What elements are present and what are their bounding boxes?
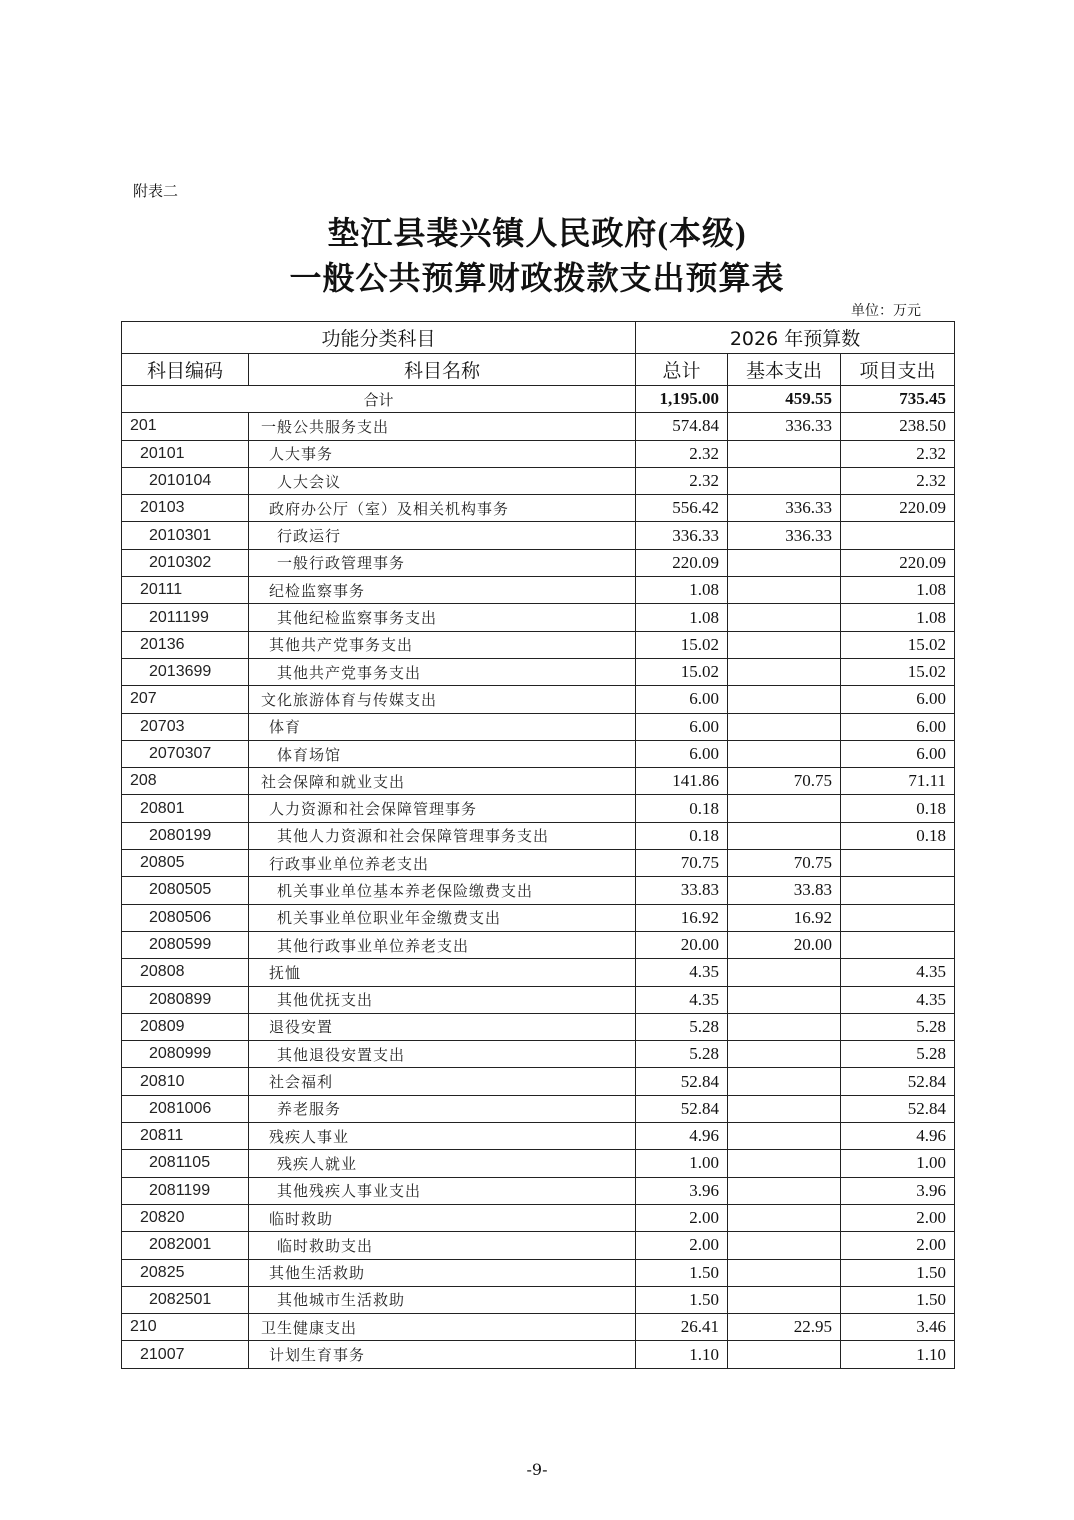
row-project: 3.46: [841, 1314, 955, 1341]
row-code: 2080599: [122, 931, 249, 958]
table-row: [122, 549, 955, 576]
row-code: 2082001: [122, 1232, 249, 1259]
row-name: 体育场馆: [249, 740, 636, 767]
row-basic: [728, 1232, 841, 1259]
row-code: 201: [122, 413, 249, 440]
row-code: 20808: [122, 959, 249, 986]
row-name: 行政事业单位养老支出: [249, 850, 636, 877]
row-name: 政府办公厅（室）及相关机构事务: [249, 495, 636, 522]
table-row: [122, 959, 955, 986]
budget-table: [121, 321, 955, 1369]
row-code: 2080899: [122, 986, 249, 1013]
row-name: 人大会议: [249, 467, 636, 494]
row-project: 3.96: [841, 1177, 955, 1204]
row-basic: [728, 795, 841, 822]
row-total: 2.32: [636, 467, 728, 494]
row-project: [841, 904, 955, 931]
row-basic: [728, 1095, 841, 1122]
row-name: 其他纪检监察事务支出: [249, 604, 636, 631]
total-label: 合计: [122, 386, 636, 413]
row-code: 20801: [122, 795, 249, 822]
row-project: 220.09: [841, 549, 955, 576]
row-total: 16.92: [636, 904, 728, 931]
row-name: 行政运行: [249, 522, 636, 549]
table-row: [122, 795, 955, 822]
row-project: 2.00: [841, 1204, 955, 1231]
row-basic: [728, 1041, 841, 1068]
row-total: 220.09: [636, 549, 728, 576]
row-code: 210: [122, 1314, 249, 1341]
table-row: [122, 768, 955, 795]
row-name: 残疾人事业: [249, 1123, 636, 1150]
total-basic: 459.55: [728, 386, 841, 413]
row-total: 4.35: [636, 959, 728, 986]
row-total: 1.50: [636, 1286, 728, 1313]
table-row: [122, 440, 955, 467]
row-project: 1.50: [841, 1259, 955, 1286]
row-code: 2081006: [122, 1095, 249, 1122]
row-total: 70.75: [636, 850, 728, 877]
header-name: 科目名称: [249, 354, 636, 386]
row-name: 养老服务: [249, 1095, 636, 1122]
row-project: 220.09: [841, 495, 955, 522]
row-project: [841, 877, 955, 904]
row-basic: [728, 1068, 841, 1095]
row-code: 20111: [122, 577, 249, 604]
row-basic: [728, 440, 841, 467]
row-code: 2070307: [122, 740, 249, 767]
row-name: 文化旅游体育与传媒支出: [249, 686, 636, 713]
row-total: 3.96: [636, 1177, 728, 1204]
row-code: 20820: [122, 1204, 249, 1231]
row-code: 2080999: [122, 1041, 249, 1068]
table-row: [122, 1259, 955, 1286]
row-total: 15.02: [636, 631, 728, 658]
table-row: [122, 1204, 955, 1231]
row-code: 2081199: [122, 1177, 249, 1204]
row-total: 6.00: [636, 740, 728, 767]
header-project: 项目支出: [841, 354, 955, 386]
header-basic: 基本支出: [728, 354, 841, 386]
row-total: 5.28: [636, 1013, 728, 1040]
row-basic: [728, 658, 841, 685]
row-name: 纪检监察事务: [249, 577, 636, 604]
row-code: 2081105: [122, 1150, 249, 1177]
row-project: 52.84: [841, 1068, 955, 1095]
row-project: 0.18: [841, 822, 955, 849]
row-code: 20805: [122, 850, 249, 877]
row-basic: [728, 577, 841, 604]
row-project: [841, 522, 955, 549]
row-basic: [728, 467, 841, 494]
row-project: 6.00: [841, 740, 955, 767]
row-name: 机关事业单位职业年金缴费支出: [249, 904, 636, 931]
row-total: 574.84: [636, 413, 728, 440]
row-project: 6.00: [841, 713, 955, 740]
row-name: 其他城市生活救助: [249, 1286, 636, 1313]
row-total: 141.86: [636, 768, 728, 795]
table-row: [122, 1150, 955, 1177]
row-code: 21007: [122, 1341, 249, 1368]
row-total: 1.08: [636, 577, 728, 604]
table-row: [122, 904, 955, 931]
row-code: 2082501: [122, 1286, 249, 1313]
header-group-row: [122, 322, 955, 354]
row-code: 20101: [122, 440, 249, 467]
row-code: 207: [122, 686, 249, 713]
table-row: [122, 1123, 955, 1150]
row-total: 52.84: [636, 1068, 728, 1095]
table-row: [122, 1286, 955, 1313]
table-row: [122, 713, 955, 740]
row-name: 抚恤: [249, 959, 636, 986]
row-total: 1.50: [636, 1259, 728, 1286]
table-row: [122, 631, 955, 658]
table-row: [122, 467, 955, 494]
row-code: 20825: [122, 1259, 249, 1286]
table-row: [122, 658, 955, 685]
row-name: 机关事业单位基本养老保险缴费支出: [249, 877, 636, 904]
row-project: 1.50: [841, 1286, 955, 1313]
row-total: 556.42: [636, 495, 728, 522]
row-name: 其他残疾人事业支出: [249, 1177, 636, 1204]
row-code: 2010302: [122, 549, 249, 576]
row-basic: [728, 740, 841, 767]
row-total: 52.84: [636, 1095, 728, 1122]
table-row: [122, 1341, 955, 1368]
table-row: [122, 1013, 955, 1040]
table-row: [122, 1041, 955, 1068]
row-total: 33.83: [636, 877, 728, 904]
row-code: 20703: [122, 713, 249, 740]
row-name: 人力资源和社会保障管理事务: [249, 795, 636, 822]
row-total: 336.33: [636, 522, 728, 549]
row-code: 2013699: [122, 658, 249, 685]
unit-label: 单位：万元: [851, 303, 921, 319]
row-basic: [728, 822, 841, 849]
row-total: 1.10: [636, 1341, 728, 1368]
row-code: 20810: [122, 1068, 249, 1095]
row-name: 一般行政管理事务: [249, 549, 636, 576]
row-code: 20809: [122, 1013, 249, 1040]
table-row: [122, 740, 955, 767]
row-code: 2010104: [122, 467, 249, 494]
row-total: 1.08: [636, 604, 728, 631]
row-project: 1.00: [841, 1150, 955, 1177]
row-basic: [728, 686, 841, 713]
row-total: 15.02: [636, 658, 728, 685]
row-name: 临时救助: [249, 1204, 636, 1231]
row-project: 1.10: [841, 1341, 955, 1368]
table-row: [122, 577, 955, 604]
table-row: [122, 413, 955, 440]
table-row: [122, 850, 955, 877]
row-total: 6.00: [636, 686, 728, 713]
row-basic: 22.95: [728, 1314, 841, 1341]
total-row: [122, 386, 955, 413]
row-project: 71.11: [841, 768, 955, 795]
row-basic: 33.83: [728, 877, 841, 904]
row-name: 其他行政事业单位养老支出: [249, 931, 636, 958]
row-code: 2080505: [122, 877, 249, 904]
table-row: [122, 1095, 955, 1122]
row-code: 2011199: [122, 604, 249, 631]
table-row: [122, 1068, 955, 1095]
row-name: 退役安置: [249, 1013, 636, 1040]
row-name: 一般公共服务支出: [249, 413, 636, 440]
row-name: 社会福利: [249, 1068, 636, 1095]
document-title: 垫江县裴兴镇人民政府(本级): [327, 215, 747, 251]
row-name: 卫生健康支出: [249, 1314, 636, 1341]
row-basic: 16.92: [728, 904, 841, 931]
row-basic: [728, 959, 841, 986]
row-total: 2.00: [636, 1204, 728, 1231]
row-total: 4.96: [636, 1123, 728, 1150]
row-project: 2.00: [841, 1232, 955, 1259]
table-row: [122, 1177, 955, 1204]
row-name: 其他生活救助: [249, 1259, 636, 1286]
row-project: 5.28: [841, 1041, 955, 1068]
row-basic: [728, 713, 841, 740]
row-basic: [728, 1286, 841, 1313]
row-name: 其他共产党事务支出: [249, 658, 636, 685]
row-basic: [728, 604, 841, 631]
row-name: 其他人力资源和社会保障管理事务支出: [249, 822, 636, 849]
row-total: 1.00: [636, 1150, 728, 1177]
row-basic: [728, 1259, 841, 1286]
row-total: 6.00: [636, 713, 728, 740]
row-basic: [728, 1204, 841, 1231]
row-name: 体育: [249, 713, 636, 740]
row-code: 20811: [122, 1123, 249, 1150]
row-name: 计划生育事务: [249, 1341, 636, 1368]
row-total: 5.28: [636, 1041, 728, 1068]
header-functional-category: 功能分类科目: [122, 322, 636, 354]
table-row: [122, 1314, 955, 1341]
row-total: 26.41: [636, 1314, 728, 1341]
table-row: [122, 931, 955, 958]
page-number: -9-: [526, 1460, 548, 1479]
row-total: 2.32: [636, 440, 728, 467]
row-project: 5.28: [841, 1013, 955, 1040]
row-basic: [728, 1177, 841, 1204]
row-project: 15.02: [841, 658, 955, 685]
row-basic: 20.00: [728, 931, 841, 958]
row-basic: [728, 1123, 841, 1150]
header-code: 科目编码: [122, 354, 249, 386]
row-name: 社会保障和就业支出: [249, 768, 636, 795]
row-name: 人大事务: [249, 440, 636, 467]
row-project: 0.18: [841, 795, 955, 822]
row-project: 4.35: [841, 959, 955, 986]
row-name: 其他优抚支出: [249, 986, 636, 1013]
row-basic: 70.75: [728, 768, 841, 795]
row-code: 208: [122, 768, 249, 795]
row-total: 0.18: [636, 822, 728, 849]
document-subtitle: 一般公共预算财政拨款支出预算表: [289, 260, 785, 296]
table-row: [122, 1232, 955, 1259]
row-total: 20.00: [636, 931, 728, 958]
row-basic: [728, 1013, 841, 1040]
row-basic: 336.33: [728, 413, 841, 440]
row-code: 20136: [122, 631, 249, 658]
table-row: [122, 495, 955, 522]
row-project: 4.35: [841, 986, 955, 1013]
row-project: 2.32: [841, 440, 955, 467]
row-basic: [728, 631, 841, 658]
table-row: [122, 522, 955, 549]
row-total: 2.00: [636, 1232, 728, 1259]
row-name: 其他退役安置支出: [249, 1041, 636, 1068]
table-row: [122, 822, 955, 849]
table-row: [122, 686, 955, 713]
row-code: 2080199: [122, 822, 249, 849]
row-total: 4.35: [636, 986, 728, 1013]
row-basic: [728, 986, 841, 1013]
row-basic: 336.33: [728, 495, 841, 522]
header-total: 总计: [636, 354, 728, 386]
row-code: 2080506: [122, 904, 249, 931]
row-project: 6.00: [841, 686, 955, 713]
table-row: [122, 986, 955, 1013]
header-budget-year: 2026 年预算数: [636, 322, 955, 354]
total-total: 1,195.00: [636, 386, 728, 413]
row-project: 4.96: [841, 1123, 955, 1150]
row-name: 残疾人就业: [249, 1150, 636, 1177]
row-project: 15.02: [841, 631, 955, 658]
total-project: 735.45: [841, 386, 955, 413]
row-name: 其他共产党事务支出: [249, 631, 636, 658]
table-row: [122, 877, 955, 904]
row-basic: 336.33: [728, 522, 841, 549]
row-project: 2.32: [841, 467, 955, 494]
row-code: 20103: [122, 495, 249, 522]
row-project: [841, 850, 955, 877]
row-basic: [728, 1341, 841, 1368]
row-code: 2010301: [122, 522, 249, 549]
row-basic: [728, 549, 841, 576]
row-project: 238.50: [841, 413, 955, 440]
row-project: 1.08: [841, 577, 955, 604]
row-basic: 70.75: [728, 850, 841, 877]
row-basic: [728, 1150, 841, 1177]
row-project: 52.84: [841, 1095, 955, 1122]
header-row: [122, 354, 955, 386]
row-project: 1.08: [841, 604, 955, 631]
table-row: [122, 604, 955, 631]
row-name: 临时救助支出: [249, 1232, 636, 1259]
row-project: [841, 931, 955, 958]
row-total: 0.18: [636, 795, 728, 822]
annex-label: 附表二: [133, 182, 179, 200]
